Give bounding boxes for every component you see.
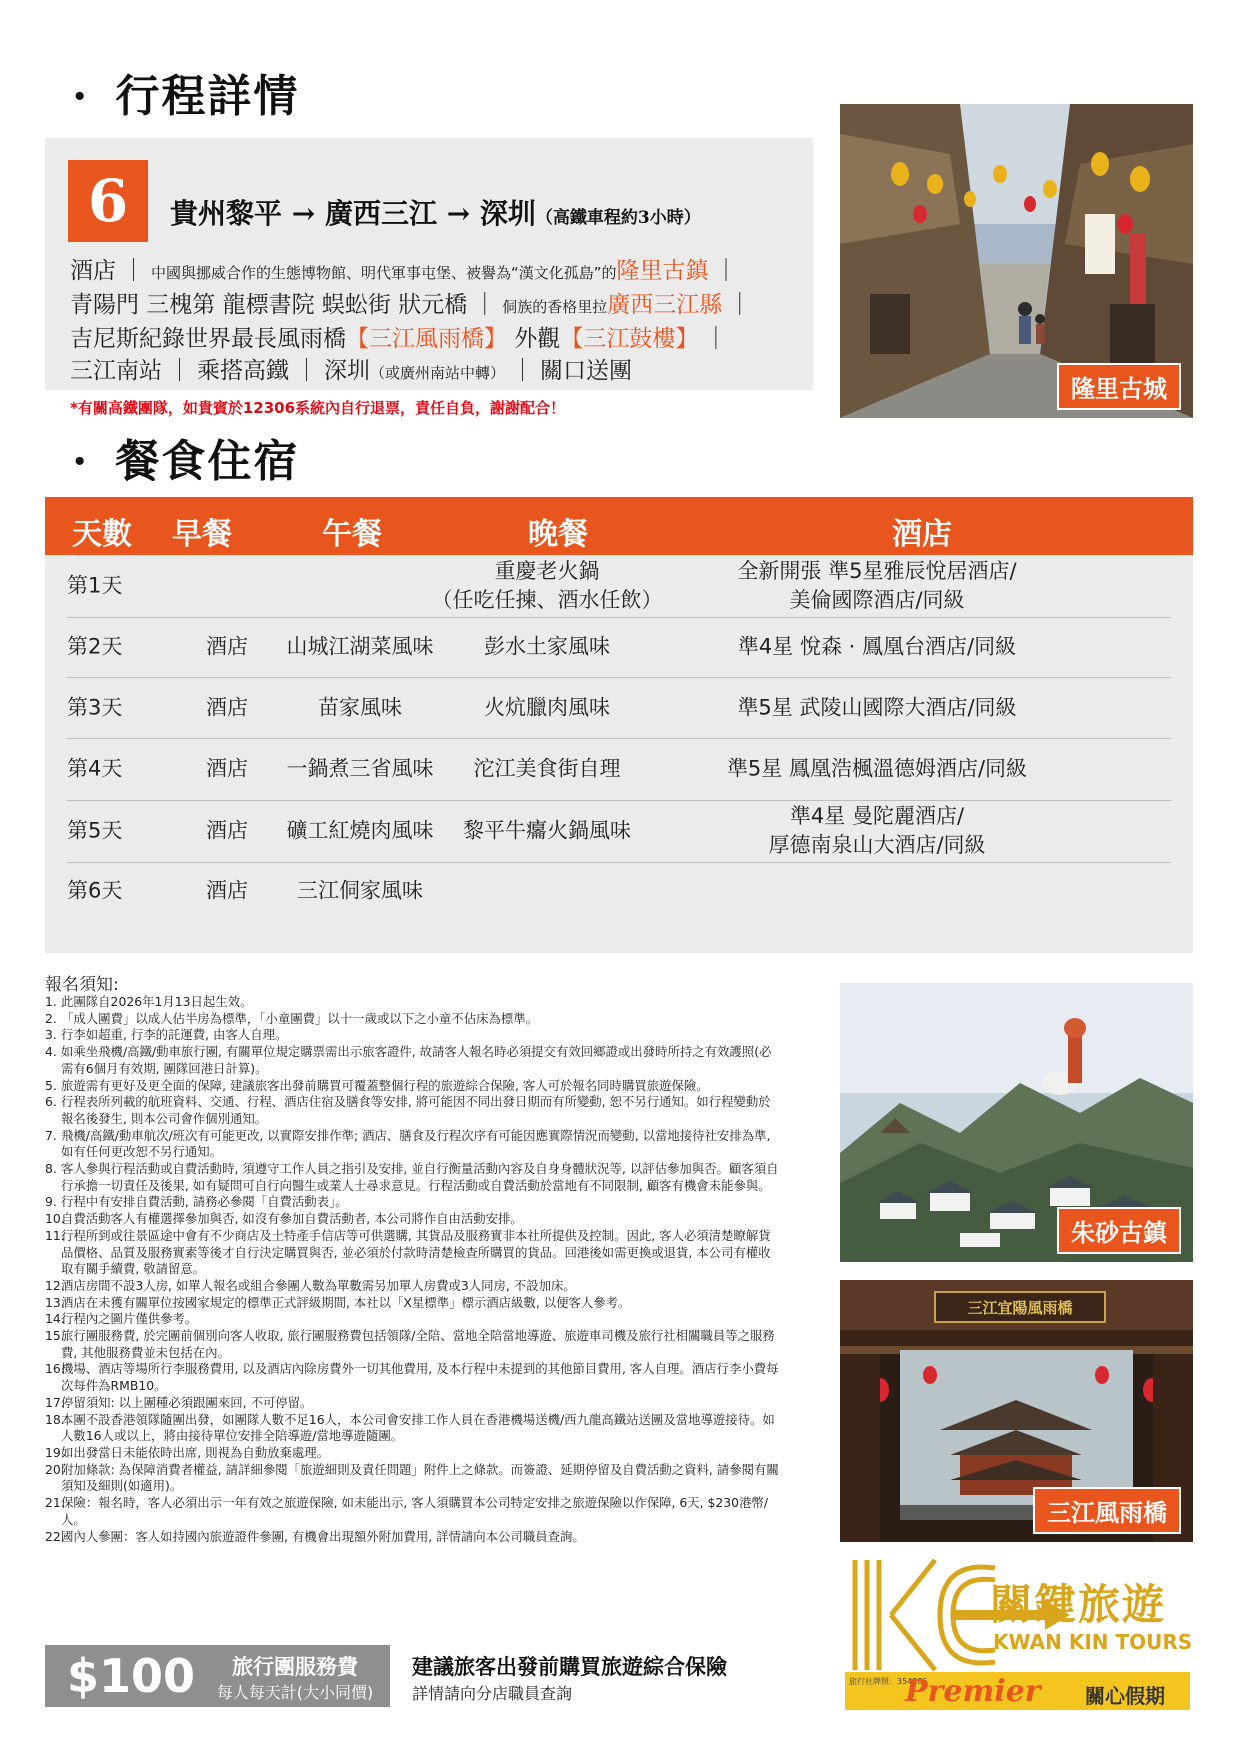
meal-dinner [474,755,621,784]
separator: ｜ [122,258,145,284]
dinner-line: 彭水土家風味 [484,634,610,659]
meal-dinner [484,693,610,722]
longli-photo-caption: 隆里古城 [1057,363,1181,410]
dinner-line: 重慶老火鍋 [494,559,600,583]
registration-note [45,1211,780,1228]
note-text: 客人參與行程活動或自費活動時, 須遵守工作人員之指引及安排, 並自行衡量活動內容及自身身體狀況等, 以評估參加與否。顧客須自行承擔一切責任及後果, 如有疑問可自行向醫生或業人士尋求意見。行程活動或自費活動於當地有不同限制, 顧客有機會未能參與。 [61,1161,779,1193]
separator: ｜ [168,358,191,384]
note-text: 酒店在未獲有關單位按國家規定的標準正式評級期間, 本社以「X星標準」標示酒店級數, 以便客人參考。 [61,1294,631,1310]
registration-note [45,1128,780,1161]
meal-row [67,677,1171,739]
logo-license: 旅行社牌照：354285 [849,1677,928,1686]
route-title [170,192,701,232]
itinerary-text: 乘搭高鐵 [197,358,289,384]
note-number: 2. [45,1010,57,1026]
col-header-dinner: 晚餐 [528,517,588,552]
hotel-line: 美倫國際酒店/同級 [789,588,965,612]
col-header-day: 天數 [72,517,132,552]
note-number: 20. [45,1461,65,1477]
meal-dinner [432,557,663,615]
note-number: 18. [45,1411,65,1427]
registration-note [45,1194,780,1211]
meal-day: 第1天 [67,573,123,598]
registration-note [45,1295,780,1312]
note-text: 旅行團服務費, 於完團前個別向客人收取, 旅行團服務費包括領隊/全陪、當地全陪當地導遊、旅遊車司機及旅行社相關職員等之服務費, 其他服務費並未包括在內。 [61,1328,775,1360]
note-text: 行程所到或往景區途中會有不少商店及土特產手信店等可供選購, 其貨品及服務實非本社所提供及控制。因此, 客人必須清楚瞭解貨品價格、品質及服務實素等後才自行決定購買與否, 並必須於付款時清楚檢查所購買的貨品。回港後如需更換或退貨, 本公司有權收取有關手續費, 敬請留意。 [61,1227,771,1277]
separator: ｜ [714,258,738,284]
zhusha-town-photo [840,983,1193,1262]
meal-row [67,555,1171,618]
itinerary-text: 侗族的香格里拉 [502,298,608,316]
hotel-line: 準4星 曼陀麗酒店/ [789,804,965,828]
bridge-sign-text: 三江宜陽風雨橋 [967,1299,1073,1317]
logo-chinese-name: 關鍵旅遊 [990,1580,1167,1629]
meal-breakfast: 酒店 [206,695,248,719]
registration-note [45,1445,780,1462]
hotel-line: 準4星 悅森 · 鳳凰台酒店/同級 [737,634,1017,659]
registration-note [45,1011,780,1028]
registration-note [45,994,780,1011]
meals-table-body [45,555,1193,953]
note-number: 11. [45,1227,65,1243]
meal-row [67,862,1171,919]
itinerary-line [70,255,810,289]
note-number: 3. [45,1027,57,1043]
meal-day: 第3天 [67,695,123,719]
note-number: 13. [45,1294,65,1310]
note-text: 旅遊需有更好及更全面的保障, 建議旅客出發前購買可覆蓋整個行程的旅遊綜合保險, 客人可於報名同時購買旅遊保險。 [61,1077,709,1093]
logo-premier: Premier [905,1674,1041,1709]
itinerary-heading-text: 行程詳情 [115,71,300,122]
meal-dinner [463,817,631,846]
note-text: 附加條款: 為保障消費者權益, 請詳細參閱「旅遊細則及責任問題」附件上之條款。而簽證、延期停留及自費活動之資料, 請參閱有關須知及細則(如適用)。 [61,1461,779,1494]
highlight-place: 【三江鼓樓】 [560,326,699,352]
note-text: 酒店房間不設3人房, 如單人報名或組合參團人數為單數需另加單人房費或3人同房, 不設加床。 [61,1277,576,1293]
registration-note [45,1529,780,1546]
meal-hotel [738,633,1016,662]
logo-english-name: KWAN KIN TOURS [993,1630,1193,1654]
separator: ｜ [295,358,318,384]
registration-note [45,1027,780,1044]
note-text: 此團隊自2026年1月13日起生效。 [61,994,253,1009]
meal-breakfast: 酒店 [206,818,248,843]
separator: ｜ [511,358,535,384]
meal-day: 第6天 [67,878,123,902]
col-header-hotel: 酒店 [892,517,952,552]
note-number: 7. [45,1127,57,1143]
registration-notes-list [45,994,780,1545]
note-number: 12. [45,1277,65,1293]
note-text: 本團不設香港領隊隨團出發，如團隊人數不足16人，本公司會安排工作人員在香港機場送機/西九龍高鐵站送團及當地導遊接待。如人數16人或以上，將由接待單位安排全陪導遊/當地導遊隨團。 [61,1411,775,1444]
col-header-breakfast: 早餐 [172,517,232,552]
meal-lunch: 苗家風味 [318,695,402,719]
meals-heading [72,425,299,489]
registration-note [45,1495,780,1528]
itinerary-text: 三江南站 [70,358,162,384]
separator: ｜ [473,292,497,318]
meals-table-header [45,497,1193,555]
hotel-line: 準5星 鳳凰浩楓溫德姆酒店/同級 [726,756,1028,781]
meal-lunch: 三江侗家風味 [297,878,423,902]
note-number: 21. [45,1495,65,1511]
registration-note [45,1278,780,1295]
meal-row [67,800,1171,863]
meal-dinner [484,633,610,662]
sanjiang-bridge-photo [840,1280,1193,1542]
note-text: 機場、酒店等場所行李服務費用, 以及酒店內除房費外一切其他費用, 及本行程中未提到的其他節目費用, 客人自理。酒店行李小費每次每件為RMB10。 [61,1361,779,1394]
sanjiang-photo-caption: 三江風雨橋 [1033,1487,1181,1534]
note-number: 15. [45,1328,65,1344]
hotel-line: 厚德南泉山大酒店/同級 [768,833,986,857]
meal-hotel [768,802,985,860]
note-text: 如出發當日未能依時出席, 則視為自動放棄處理。 [61,1444,330,1460]
note-number: 22. [45,1528,65,1544]
hotel-line: 全新開張 準5星雅辰悅居酒店/ [737,559,1017,583]
note-text: 行程表所列載的航班資料、交通、行程、酒店住宿及膳食等安排, 將可能因不同出發日期而有所變動, 恕不另行通知。如行程變動於報名後發生, 則本公司會作個別通知。 [61,1094,771,1126]
registration-note [45,1044,780,1077]
note-number: 19. [45,1444,65,1460]
meal-lunch: 山城江湖菜風味 [286,634,434,659]
meal-row [67,617,1171,678]
note-number: 6. [45,1094,57,1110]
meal-day: 第4天 [67,756,123,781]
note-text: 行程中有安排自費活動, 請務必參閱「自費活動表」。 [61,1194,348,1210]
itinerary-line [70,323,810,355]
itinerary-heading [72,60,299,124]
meal-breakfast: 酒店 [206,634,248,659]
itinerary-text: 吉尼斯紀錄世界最長風雨橋 [70,326,346,352]
note-number: 1. [45,994,57,1009]
itinerary-text: 關口送團 [540,358,633,384]
note-number: 9. [45,1194,57,1210]
note-text: 行李如超重, 行李的託運費, 由客人自理。 [61,1027,288,1043]
itinerary-line [70,289,810,323]
separator: ｜ [728,292,752,318]
registration-note [45,1361,780,1394]
registration-note [45,1078,780,1095]
dinner-line: 黎平牛癟火鍋風味 [463,818,631,843]
itinerary-text: （或廣州南站中轉） [370,364,506,382]
note-text: 國內人參團：客人如持國內旅遊證件參團, 有機會出現額外附加費用, 詳情請向本公司職員查詢。 [61,1528,585,1544]
col-header-lunch: 午餐 [322,517,382,552]
itinerary-text: 中國與挪威合作的生態博物館、明代軍事屯堡、被譽為“漢文化孤島”的 [151,264,617,282]
itinerary-details [70,255,810,389]
note-number: 4. [45,1044,57,1060]
route-text: 貴州黎平 → 廣西三江 → 深圳 [170,197,536,230]
itinerary-text: 青陽門 三槐第 龍標書院 蜈蚣街 狀元橋 [70,292,468,318]
meal-row [67,738,1171,801]
railway-refund-note: *有關高鐵團隊，如貴賓於12306系統內自行退票，責任自負，謝謝配合！ [70,399,566,417]
meal-breakfast: 酒店 [206,756,248,781]
dinner-line: 沱江美食街自理 [473,756,621,781]
route-note: （高鐵車程約3小時） [535,208,701,228]
meal-hotel [737,693,1016,722]
note-number: 14. [45,1311,65,1327]
note-text: 停留須知: 以上團種必須跟團來回, 不可停留。 [61,1394,313,1410]
itinerary-line [70,355,810,389]
registration-note [45,1328,780,1361]
separator: ｜ [704,326,728,352]
heading-bullet: · [72,436,90,487]
dinner-line: 火炕臘肉風味 [484,695,610,719]
note-text: 自費活動客人有權選擇參加與否, 如沒有參加自費活動者, 本公司將作自由活動安排。 [61,1211,523,1227]
registration-note [45,1395,780,1412]
service-fee-label: 旅行團服務費 [232,1654,358,1679]
service-fee-box [45,1645,390,1707]
itinerary-text: 外觀 [507,326,561,352]
zhusha-photo-caption: 朱砂古鎮 [1057,1207,1181,1254]
note-number: 8. [45,1161,57,1177]
highlight-place: 【三江風雨橋】 [346,326,507,352]
itinerary-text: 酒店 [70,258,116,284]
longli-town-photo [840,104,1193,418]
note-text: 「成人團費」以成人佔半房為標準，「小童團費」以十一歲或以下之小童不佔床為標準。 [61,1010,539,1026]
highlight-place: 廣西三江縣 [607,292,723,318]
registration-note [45,1311,780,1328]
meal-hotel [727,755,1027,784]
kwan-kin-tours-logo [845,1550,1193,1710]
day-number-badge: 6 [68,160,148,242]
note-number: 17. [45,1394,65,1410]
note-number: 5. [45,1077,57,1093]
logo-slogan: 關心假期 [1085,1684,1165,1708]
meals-heading-text: 餐食住宿 [115,436,300,487]
note-text: 如乘坐飛機/高鐵/動車旅行團, 有關單位規定購票需出示旅客證件, 故請客人報名時必須提交有效回鄉證或出發時所持之有效護照(必需有6個月有效期, 團隊回港日計算)。 [61,1044,772,1076]
registration-note [45,1161,780,1194]
itinerary-text: 深圳 [324,358,370,384]
meal-lunch: 一鍋煮三省風味 [286,756,434,781]
service-fee-amount: $100 [67,1649,196,1703]
meal-hotel [737,557,1016,615]
meal-breakfast: 酒店 [206,878,248,902]
meal-day: 第2天 [67,634,123,659]
registration-note [45,1412,780,1445]
dinner-line: （任吃任揀、酒水任飲） [431,588,663,612]
note-text: 保險：報名時，客人必須出示一年有效之旅遊保險, 如未能出示, 客人須購買本公司特定安排之旅遊保險以作保障, 6天, $230港幣/人。 [61,1495,769,1527]
note-number: 16. [45,1361,65,1377]
note-text: 行程內之圖片僅供參考。 [61,1311,198,1327]
insurance-recommendation: 建議旅客出發前購買旅遊綜合保險 [412,1654,727,1679]
meal-day: 第5天 [67,818,123,843]
note-text: 飛機/高鐵/動車航次/班次有可能更改, 以實際安排作準; 酒店、膳食及行程次序有可能因應實際情況而變動, 以當地接待社安排為準, 如有任何更改恕不另行通知。 [61,1127,771,1160]
registration-note [45,1228,780,1278]
note-number: 10. [45,1211,65,1227]
registration-note [45,1462,780,1495]
hotel-line: 準5星 武陵山國際大酒店/同級 [737,695,1017,719]
heading-bullet: · [72,71,90,122]
service-fee-subtext: 每人每天計(大小同價) [216,1683,374,1702]
registration-notes-title: 報名須知: [45,975,119,995]
meal-lunch: 礦工紅燒肉風味 [286,818,434,843]
registration-note [45,1094,780,1127]
highlight-place: 隆里古鎮 [616,258,709,284]
insurance-inquiry: 詳情請向分店職員查詢 [412,1684,573,1703]
